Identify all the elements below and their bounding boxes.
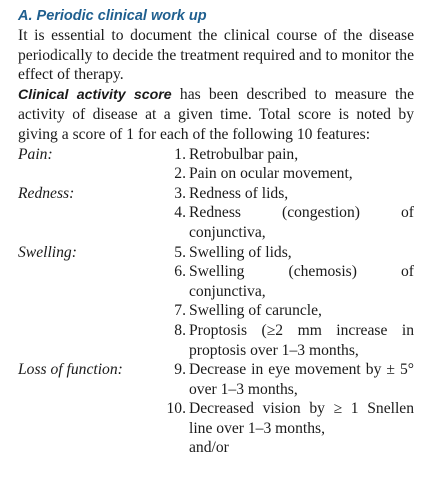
intro-paragraph: It is essential to document the clinical course of the disease periodically to decide the treatment required and to monitor the effect of therapy. — [18, 27, 414, 84]
feature-number: 3. — [174, 184, 186, 202]
feature-number: 5. — [174, 243, 186, 261]
list-item — [18, 301, 414, 321]
list-item — [18, 145, 414, 165]
list-item — [18, 262, 414, 301]
feature-text: Pain on ocular movement, — [189, 165, 353, 183]
feature-number: 6. — [174, 263, 186, 281]
feature-category: Pain: — [18, 145, 53, 163]
feature-text: Swelling of lids, — [189, 243, 292, 261]
list-item — [18, 184, 414, 204]
feature-number: 10. — [166, 400, 186, 418]
feature-text: Decreased vision by ≥ 1 Snellen line over 1–3 months, — [189, 400, 414, 437]
feature-text: Retrobulbar pain, — [189, 145, 299, 163]
feature-number: 1. — [174, 145, 186, 163]
feature-text: Swelling (chemosis) of conjunctiva, — [189, 263, 414, 300]
feature-number: 2. — [174, 165, 186, 183]
cas-description: has been described to measure the activity of disease at a given time. Total score is noted by giving a score of 1 for each of the following 10 features: — [18, 85, 414, 143]
list-item — [18, 399, 414, 438]
feature-text: Proptosis (≥2 mm increase in proptosis over 1–3 months, — [189, 321, 414, 359]
feature-text: Redness of lids, — [189, 184, 289, 202]
feature-category: Swelling: — [18, 243, 77, 261]
feature-list — [18, 145, 414, 457]
feature-text: Swelling of caruncle, — [189, 302, 322, 320]
list-item — [18, 360, 414, 399]
cas-term: Clinical activity score — [18, 86, 172, 103]
feature-text: Redness (congestion) of conjunctiva, — [189, 204, 414, 241]
feature-category: Loss of function: — [18, 361, 123, 379]
feature-category: Redness: — [18, 184, 75, 202]
list-item — [18, 321, 414, 360]
section-heading: A. Periodic clinical work up — [18, 8, 207, 24]
feature-number: 8. — [174, 321, 186, 339]
cut-off-line — [189, 438, 414, 457]
list-item — [18, 203, 414, 242]
feature-number: 7. — [174, 302, 186, 320]
feature-text: Decrease in eye movement by ± 5° over 1–3 months, — [189, 361, 414, 398]
feature-number: 9. — [174, 361, 186, 379]
list-item — [18, 164, 414, 184]
list-item — [18, 243, 414, 263]
cut-off-text: and/or — [189, 439, 229, 457]
cas-paragraph — [18, 85, 414, 145]
feature-number: 4. — [174, 204, 186, 222]
document-page — [18, 6, 414, 457]
